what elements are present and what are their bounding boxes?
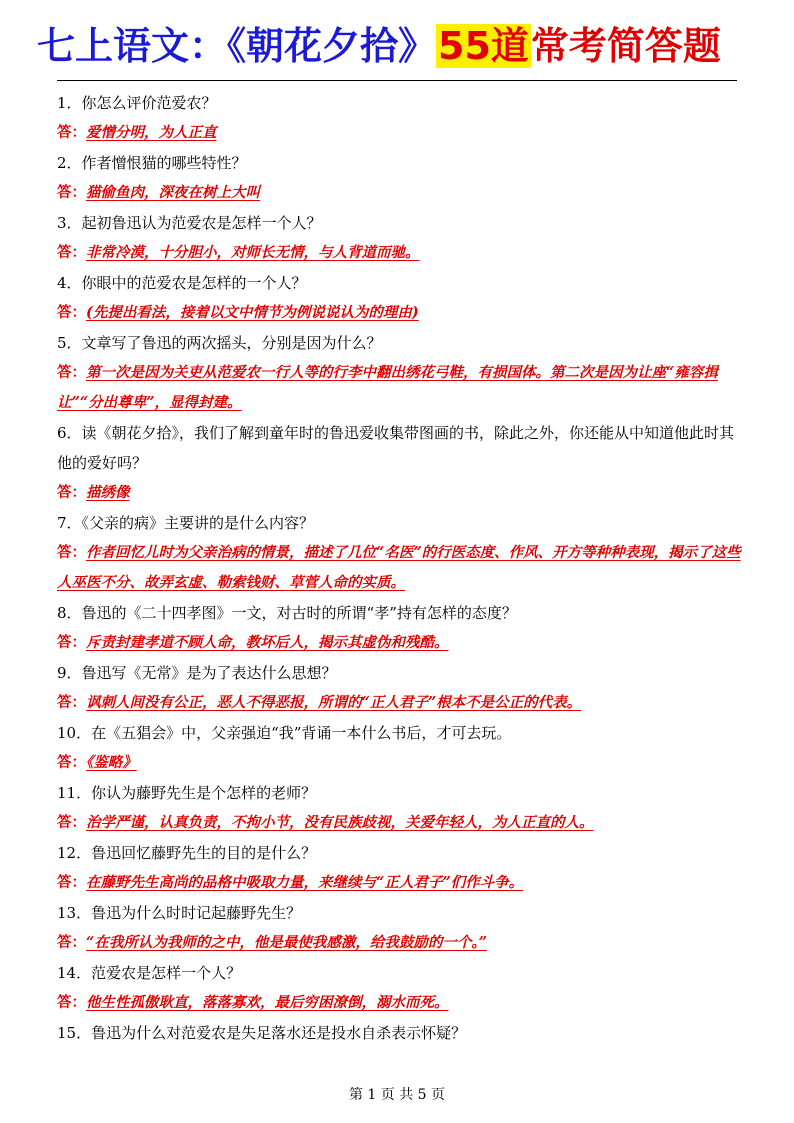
question-7: 7．《父亲的病》主要讲的是什么内容？ (57, 514, 315, 532)
answer-text: 第一次是因为关吏从范爱农一行人等的行李中翻出绣花弓鞋，有损国体。第二次是因为让座“雍容揖让”“分出尊卑”，显得封建。 (57, 364, 718, 411)
qa-list (57, 88, 747, 1048)
answer-label: 答： (57, 634, 86, 651)
answer-label: 答： (57, 244, 86, 261)
question-10: 10．在《五猖会》中，父亲强迫“我”背诵一本什么书后，才可去玩。 (57, 724, 512, 742)
answer-label: 答： (57, 304, 86, 321)
answer-9 (57, 688, 747, 718)
question-1: 1．你怎么评价范爱农？ (57, 94, 217, 112)
answer-text: 作者回忆儿时为父亲治病的情景，描述了几位“名医”的行医态度、作风、开方等种种表现，揭示了这些人巫医不分、故弄玄虚、勒索钱财、草菅人命的实质。 (57, 544, 741, 591)
answer-text: 非常冷漠，十分胆小，对师长无情，与人背道而驰。 (86, 244, 420, 261)
answer-text: 猫偷鱼肉，深夜在树上大叫 (86, 184, 260, 201)
answer-text: 描绣像 (86, 484, 130, 501)
answer-label: 答： (57, 124, 86, 141)
question-8: 8．鲁迅的《二十四孝图》一文，对古时的所谓“孝”持有怎样的态度？ (57, 604, 517, 622)
answer-10 (57, 748, 747, 778)
answer-label: 答： (57, 934, 86, 951)
answer-14 (57, 988, 747, 1018)
answer-11 (57, 808, 747, 838)
question-2: 2．作者憎恨猫的哪些特性？ (57, 154, 247, 172)
answer-text: (先提出看法，接着以文中情节为例说说认为的理由) (86, 304, 419, 321)
answer-label: 答： (57, 994, 86, 1011)
question-13: 13．鲁迅为什么时时记起藤野先生？ (57, 904, 302, 922)
question-3: 3．起初鲁迅认为范爱农是怎样一个人？ (57, 214, 322, 232)
answer-text: 《鉴略》 (86, 754, 137, 771)
answer-4 (57, 298, 747, 328)
question-14: 14．范爱农是怎样一个人？ (57, 964, 242, 982)
answer-label: 答： (57, 484, 86, 501)
question-11: 11．你认为藤野先生是个怎样的老师？ (57, 784, 317, 802)
answer-5 (57, 358, 747, 418)
answer-2 (57, 178, 747, 208)
title-divider (57, 80, 737, 81)
question-9: 9．鲁迅写《无常》是为了表达什么思想？ (57, 664, 337, 682)
answer-text: 斥责封建孝道不顾人命，教坏后人，揭示其虚伪和残酷。 (86, 634, 449, 651)
question-5: 5．文章写了鲁迅的两次摇头，分别是因为什么？ (57, 334, 382, 352)
answer-1 (57, 118, 747, 148)
answer-label: 答： (57, 694, 86, 711)
answer-text: 在藤野先生高尚的品格中吸取力量，来继续与“正人君子”们作斗争。 (86, 874, 524, 891)
answer-text: 治学严谨，认真负责，不拘小节，没有民族歧视，关爱年轻人，为人正直的人。 (86, 814, 594, 831)
title-highlight: 55道 (438, 24, 529, 68)
answer-text: “在我所认为我师的之中，他是最使我感激，给我鼓励的一个。” (86, 934, 487, 951)
answer-label: 答： (57, 184, 86, 201)
answer-8 (57, 628, 747, 658)
question-15: 15．鲁迅为什么对范爱农是失足落水还是投水自杀表示怀疑？ (57, 1024, 467, 1042)
answer-label: 答： (57, 754, 86, 771)
answer-label: 答： (57, 814, 86, 831)
answer-label: 答： (57, 544, 86, 561)
answer-12 (57, 868, 747, 898)
question-12: 12．鲁迅回忆藤野先生的目的是什么？ (57, 844, 317, 862)
title-end: 常考简答题 (530, 24, 721, 68)
answer-text: 讽刺人间没有公正，恶人不得恶报，所谓的“正人君子”根本不是公正的代表。 (86, 694, 582, 711)
answer-13 (57, 928, 747, 958)
page-title (37, 18, 767, 74)
answer-text: 爱憎分明，为人正直 (86, 124, 217, 141)
answer-label: 答： (57, 874, 86, 891)
question-4: 4．你眼中的范爱农是怎样的一个人？ (57, 274, 307, 292)
answer-3 (57, 238, 747, 268)
answer-text: 他生性孤傲耿直，落落寡欢，最后穷困潦倒，溺水而死。 (86, 994, 449, 1011)
question-6: 6．读《朝花夕拾》，我们了解到童年时的鲁迅爱收集带图画的书，除此之外，你还能从中知道他此时其他的爱好吗？ (57, 424, 735, 472)
title-main: 七上语文：《朝花夕拾》 (37, 24, 437, 68)
answer-7 (57, 538, 747, 598)
answer-label: 答： (57, 364, 86, 381)
answer-6 (57, 478, 747, 508)
page-footer: 第 1 页 共 5 页 (348, 1087, 446, 1103)
